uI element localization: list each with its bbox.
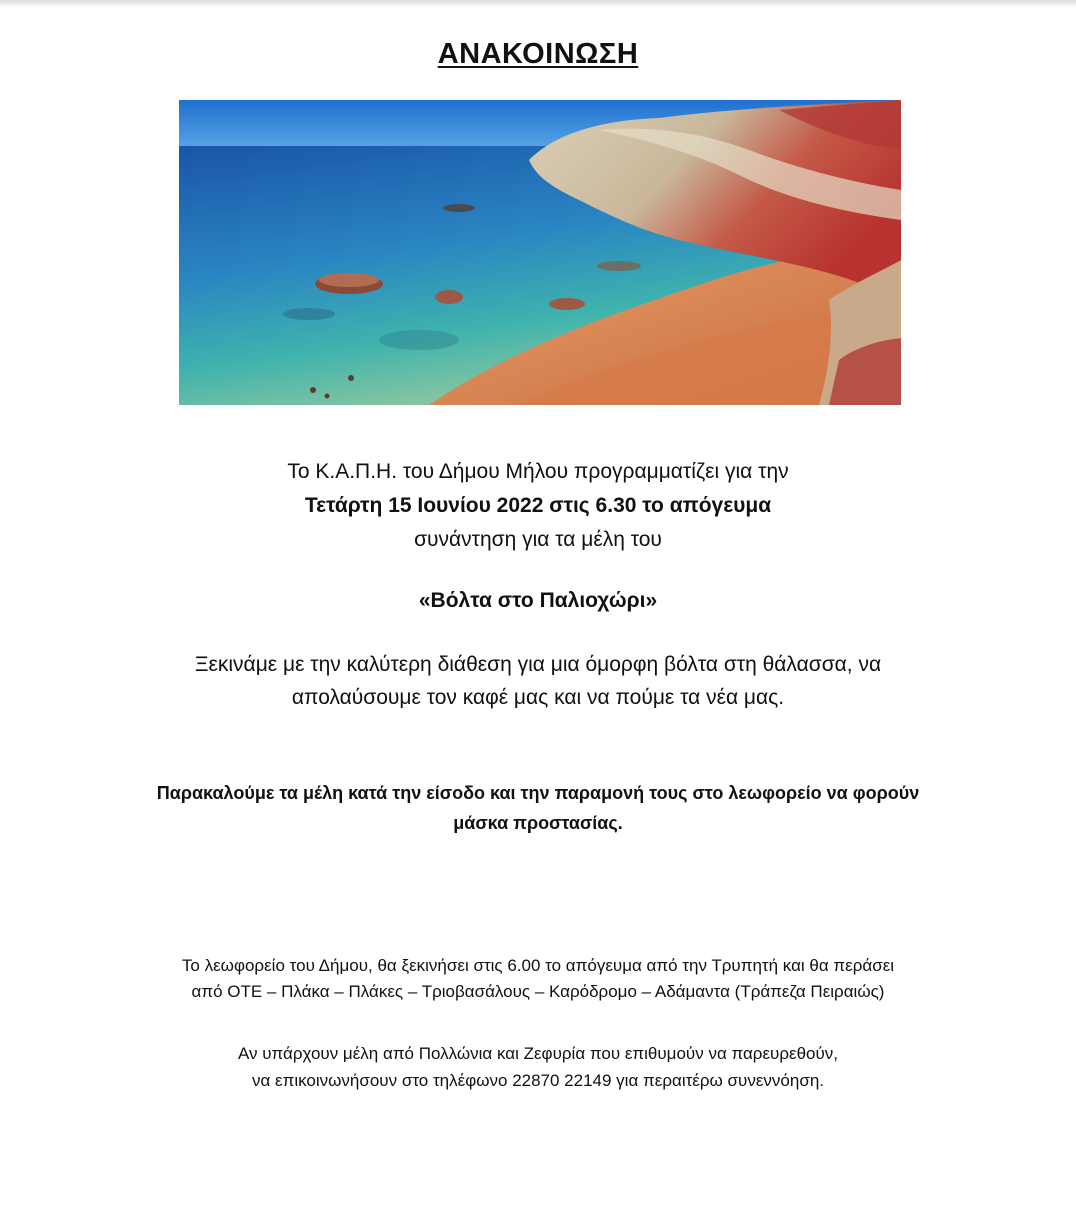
event-title: «Βόλτα στο Παλιοχώρι» <box>418 589 658 612</box>
page-title: ΑΝΑΚΟΙΝΩΣΗ <box>437 38 639 70</box>
contact-line-1: Αν υπάρχουν μέλη από Πολλώνια και Ζεφυρία που επιθυμούν να παρευρεθούν, <box>237 1044 839 1063</box>
bus-info-line-2: από ΟΤΕ – Πλάκα – Πλάκες – Τριοβασάλους – Καρόδρομο – Αδάμαντα (Τράπεζα Πειραιώς) <box>191 982 885 1001</box>
description-line-1: Ξεκινάμε με την καλύτερη διάθεση για μια όμορφη βόλτα στη θάλασσα, να <box>194 653 882 676</box>
intro-line-1: Το Κ.Α.Π.Η. του Δήμου Μήλου προγραμματίζει για την <box>287 460 789 483</box>
description-paragraph <box>0 648 1076 714</box>
intro-line-3: συνάντηση για τα μέλη του <box>414 528 662 551</box>
bus-info-line-1: Το λεωφορείο του Δήμου, θα ξεκινήσει στις 6.00 το απόγευμα από την Τρυπητή και θα περάσει <box>181 956 895 975</box>
mask-notice-line-1: Παρακαλούμε τα μέλη κατά την είσοδο και την παραμονή τους στο λεωφορείο να φορούν <box>156 783 920 803</box>
intro-date-line: Τετάρτη 15 Ιουνίου 2022 στις 6.30 το απόγευμα <box>304 494 772 517</box>
mask-notice-line-2: μάσκα προστασίας. <box>453 813 623 833</box>
contact-line-2: να επικοινωνήσουν στο τηλέφωνο 22870 22149 για περαιτέρω συνεννόηση. <box>251 1071 825 1090</box>
top-rule <box>0 0 1076 8</box>
description-line-2: απολαύσουμε τον καφέ μας και να πούμε τα νέα μας. <box>291 686 785 709</box>
beach-photo <box>179 100 901 405</box>
contact-info <box>0 1040 1076 1094</box>
mask-notice <box>0 778 1076 838</box>
intro-paragraph <box>0 455 1076 557</box>
bus-route-info <box>0 953 1076 1005</box>
